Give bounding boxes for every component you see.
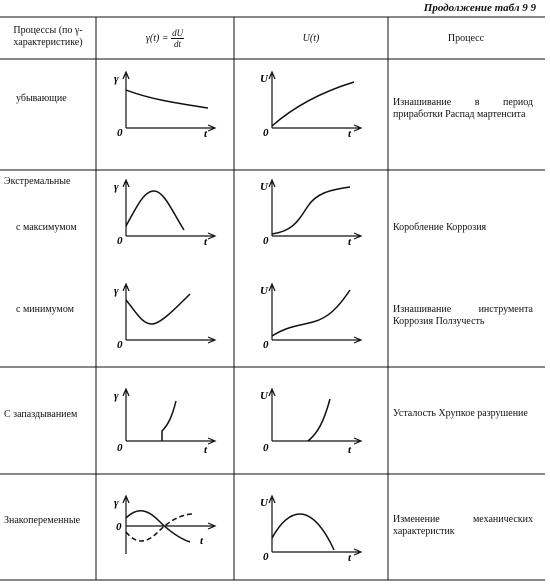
plot-gamma-decreasing [112, 68, 222, 140]
axis-label-origin: 0 [263, 551, 269, 563]
row-label-decreasing: убывающие [16, 93, 67, 104]
header-gamma-left: γ(t) = [145, 32, 169, 44]
header-fraction [171, 28, 184, 49]
axis-label-origin: 0 [263, 442, 269, 454]
process-minimum: Изнашивание инструмента Коррозия Ползучесть [393, 304, 533, 327]
table-caption: Продолжение табл 9 9 [423, 2, 536, 14]
process-delayed: Усталость Хрупкое разрушение [393, 408, 528, 419]
process-maximum: Коробление Коррозия [393, 222, 487, 233]
row-label-minimum: с минимумом [16, 304, 74, 315]
axis-label-time: t [348, 444, 352, 456]
axis-label-origin: 0 [117, 442, 123, 454]
row-label-maximum: с максимумом [16, 222, 77, 233]
axis-label-time: t [348, 236, 352, 248]
plot-gamma-minimum [112, 280, 222, 352]
axis-label-time: t [204, 444, 208, 456]
axis-label-origin: 0 [263, 339, 269, 351]
header-gamma-formula [98, 28, 232, 49]
row-label-delayed: С запаздыванием [4, 409, 78, 420]
plot-u-maximum [258, 176, 368, 248]
plot-u-minimum [258, 280, 368, 352]
axis-label-time: t [204, 128, 208, 140]
row-label-extremal: Экстремальные [4, 176, 71, 187]
axis-label-origin: 0 [116, 521, 122, 533]
plot-u-alternating [258, 492, 368, 564]
header-u-function: U(t) [302, 33, 320, 44]
axis-label-origin: 0 [263, 127, 269, 139]
axis-label-gamma: γ [114, 73, 119, 85]
header-fraction-denominator: dt [174, 39, 182, 49]
row-label-alternating: Знакопеременные [4, 515, 81, 526]
axis-label-u: U [260, 181, 268, 193]
plot-gamma-maximum [112, 176, 222, 248]
axis-label-origin: 0 [117, 235, 123, 247]
axis-label-gamma: γ [114, 285, 119, 297]
plot-u-decreasing [258, 68, 368, 140]
plot-gamma-delayed [112, 385, 222, 457]
header-process-type: Процессы (по γ-характеристике) [13, 25, 83, 48]
axis-label-u: U [260, 497, 268, 509]
axis-label-u: U [260, 285, 268, 297]
axis-label-origin: 0 [263, 235, 269, 247]
plot-gamma-alternating [112, 492, 222, 562]
process-decreasing: Изнашивание в период приработки Распад мартенсита [393, 97, 533, 120]
plot-u-delayed [258, 385, 368, 457]
axis-label-u: U [260, 73, 268, 85]
axis-label-gamma: γ [114, 497, 119, 509]
axis-label-u: U [260, 390, 268, 402]
axis-label-time: t [200, 535, 204, 547]
axis-label-time: t [348, 128, 352, 140]
axis-label-origin: 0 [117, 127, 123, 139]
header-process: Процесс [447, 33, 485, 44]
axis-label-origin: 0 [117, 339, 123, 351]
axis-label-gamma: γ [114, 181, 119, 193]
axis-label-gamma: γ [114, 390, 119, 402]
process-alternating: Изменение механических характеристик [393, 514, 533, 537]
axis-label-time: t [204, 236, 208, 248]
header-fraction-numerator: dU [172, 28, 184, 38]
axis-label-time: t [348, 552, 352, 564]
